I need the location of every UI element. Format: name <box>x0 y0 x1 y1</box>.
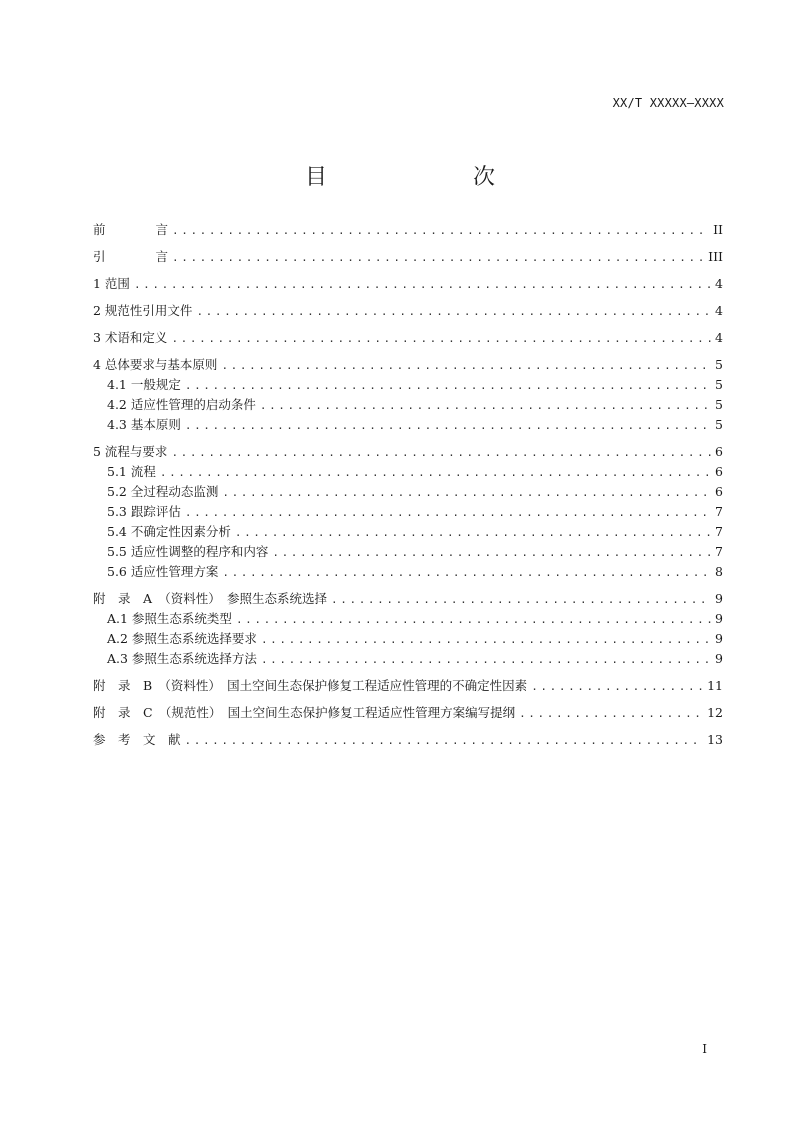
toc-entry-label: 4.1 一般规定 <box>107 377 181 392</box>
toc-leader-dots <box>222 483 711 503</box>
toc-leader-dots <box>236 610 711 630</box>
toc-leader-dots <box>331 590 711 610</box>
toc-leader-dots <box>235 523 711 543</box>
toc-entry-page: 4 <box>715 276 723 291</box>
toc-entry-5-2[interactable] <box>93 482 723 502</box>
toc-entry-appendix-c[interactable] <box>93 703 723 723</box>
toc-entry-4-1[interactable] <box>93 375 723 395</box>
toc-entry-3[interactable] <box>93 328 723 348</box>
toc-entry-5-4[interactable] <box>93 522 723 542</box>
table-of-contents <box>93 220 723 750</box>
toc-entry-label: 引 言 <box>93 249 169 264</box>
toc-leader-dots <box>185 416 711 436</box>
toc-entry-label: 4 总体要求与基本原则 <box>93 357 218 372</box>
toc-entry-label: 5.2 全过程动态监测 <box>107 484 219 499</box>
toc-entry-label: 3 术语和定义 <box>93 330 168 345</box>
toc-entry-5[interactable] <box>93 442 723 462</box>
toc-entry-label: 5.1 流程 <box>107 464 156 479</box>
toc-leader-dots <box>185 376 711 396</box>
toc-entry-5-5[interactable] <box>93 542 723 562</box>
toc-entry-label: 1 范围 <box>93 276 130 291</box>
toc-entry-label: 5 流程与要求 <box>93 444 168 459</box>
toc-entry-page: 12 <box>707 705 723 720</box>
toc-entry-page: 5 <box>715 397 723 412</box>
toc-entry-label: 参 考 文 献 <box>93 732 181 747</box>
toc-entry-5-1[interactable] <box>93 462 723 482</box>
toc-entry-4-2[interactable] <box>93 395 723 415</box>
toc-leader-dots <box>260 396 711 416</box>
toc-entry-page: 5 <box>715 377 723 392</box>
toc-entry-a-3[interactable] <box>93 649 723 669</box>
toc-entry-page: II <box>713 222 723 237</box>
toc-entry-label: 前 言 <box>93 222 169 237</box>
toc-entry-page: 4 <box>715 303 723 318</box>
standard-code: XX/T XXXXX—XXXX <box>612 96 724 110</box>
toc-entry-label: 4.2 适应性管理的启动条件 <box>107 397 256 412</box>
toc-entry-preface[interactable] <box>93 220 723 240</box>
toc-leader-dots <box>185 731 704 751</box>
toc-entry-page: 5 <box>715 357 723 372</box>
toc-title: 目 次 <box>304 165 529 190</box>
toc-leader-dots <box>171 443 711 463</box>
toc-entry-label: 附 录 A （资料性） 参照生态系统选择 <box>93 591 328 606</box>
toc-leader-dots <box>185 503 711 523</box>
toc-entry-label: 2 规范性引用文件 <box>93 303 193 318</box>
toc-entry-references[interactable] <box>93 730 723 750</box>
toc-entry-a-2[interactable] <box>93 629 723 649</box>
toc-entry-page: 7 <box>715 544 723 559</box>
toc-leader-dots <box>272 543 711 563</box>
toc-entry-4[interactable] <box>93 355 723 375</box>
toc-leader-dots <box>196 302 711 322</box>
toc-entry-label: 4.3 基本原则 <box>107 417 181 432</box>
toc-entry-page: 4 <box>715 330 723 345</box>
toc-entry-page: 8 <box>715 564 723 579</box>
toc-entry-2[interactable] <box>93 301 723 321</box>
toc-entry-1[interactable] <box>93 274 723 294</box>
toc-leader-dots <box>172 221 709 241</box>
toc-entry-page: 5 <box>715 417 723 432</box>
toc-entry-appendix-a[interactable] <box>93 589 723 609</box>
toc-leader-dots <box>261 650 711 670</box>
toc-entry-label: 附 录 C （规范性） 国土空间生态保护修复工程适应性管理方案编写提纲 <box>93 705 516 720</box>
toc-leader-dots <box>261 630 711 650</box>
toc-leader-dots <box>172 248 704 268</box>
toc-entry-label: 5.4 不确定性因素分析 <box>107 524 231 539</box>
toc-leader-dots <box>171 329 711 349</box>
page-number: I <box>702 1042 707 1056</box>
toc-entry-label: 附 录 B （资料性） 国土空间生态保护修复工程适应性管理的不确定性因素 <box>93 678 528 693</box>
toc-entry-label: 5.6 适应性管理方案 <box>107 564 219 579</box>
toc-entry-4-3[interactable] <box>93 415 723 435</box>
toc-leader-dots <box>160 463 711 483</box>
toc-entry-a-1[interactable] <box>93 609 723 629</box>
toc-entry-label: A.1 参照生态系统类型 <box>107 611 232 626</box>
toc-entry-introduction[interactable] <box>93 247 723 267</box>
toc-leader-dots <box>519 704 703 724</box>
toc-entry-label: 5.3 跟踪评估 <box>107 504 181 519</box>
toc-entry-label: A.2 参照生态系统选择要求 <box>107 631 257 646</box>
toc-entry-appendix-b[interactable] <box>93 676 723 696</box>
toc-entry-page: 9 <box>715 631 723 646</box>
toc-entry-page: 6 <box>715 464 723 479</box>
toc-entry-5-6[interactable] <box>93 562 723 582</box>
toc-leader-dots <box>222 563 711 583</box>
toc-entry-page: 7 <box>715 524 723 539</box>
toc-entry-page: 7 <box>715 504 723 519</box>
toc-entry-page: 11 <box>707 678 723 693</box>
toc-entry-page: 9 <box>715 651 723 666</box>
toc-entry-label: A.3 参照生态系统选择方法 <box>107 651 257 666</box>
toc-leader-dots <box>531 677 703 697</box>
toc-entry-page: 6 <box>715 444 723 459</box>
toc-entry-page: III <box>708 249 723 264</box>
toc-entry-5-3[interactable] <box>93 502 723 522</box>
toc-leader-dots <box>221 356 711 376</box>
toc-entry-page: 13 <box>707 732 723 747</box>
toc-entry-label: 5.5 适应性调整的程序和内容 <box>107 544 269 559</box>
toc-entry-page: 9 <box>715 591 723 606</box>
toc-entry-page: 9 <box>715 611 723 626</box>
toc-leader-dots <box>134 275 711 295</box>
toc-entry-page: 6 <box>715 484 723 499</box>
